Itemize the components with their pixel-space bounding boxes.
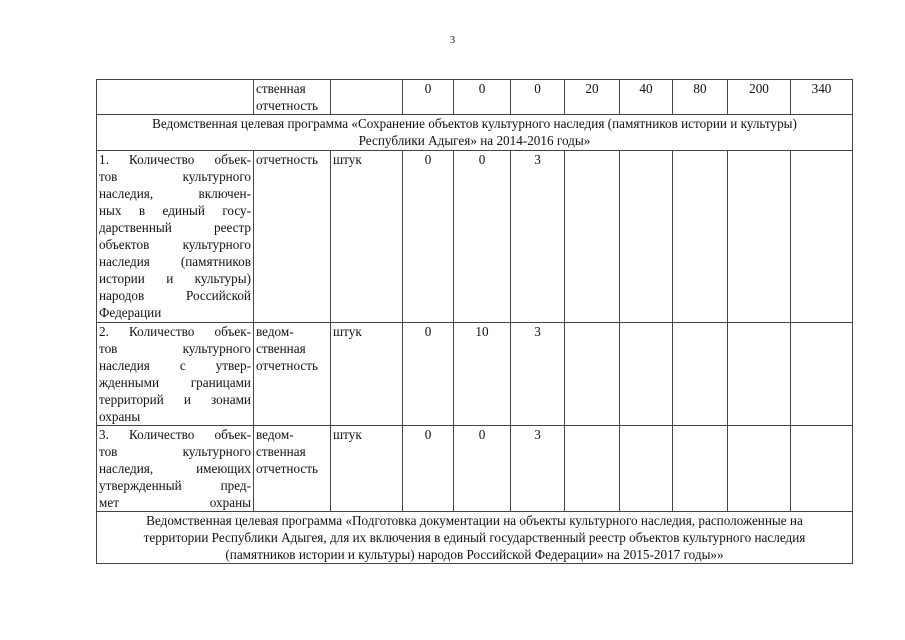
section-title-line: территории Республики Адыгея, для их включения в единый государственный реестр объектов культурного наследия [143,530,806,545]
table-row [97,151,853,323]
indicator-name-cell [97,151,254,323]
section-title-line: (памятников истории и культуры) народов Российской Федерации» на 2015-2017 годы»» [225,547,724,562]
source-line: ственная [256,444,306,459]
name-line: жденными границами [99,375,251,390]
name-line: объектов культурного [99,237,251,252]
name-line: 1. Количество объек- [99,152,251,167]
value-cell: 3 [511,151,565,323]
unit-cell: штук [331,323,403,426]
value-cell [565,426,620,512]
name-line: утвержденный пред- [99,478,251,493]
value-cell [728,323,791,426]
section-title [97,115,853,151]
value-cell [620,151,673,323]
value-cell: 0 [454,426,511,512]
value-cell: 0 [403,323,454,426]
value-cell: 0 [454,151,511,323]
table-row [97,80,853,115]
name-line: дарственный реестр [99,220,251,235]
value-cell [728,426,791,512]
name-line: тов культурного [99,341,251,356]
value-cell: 0 [403,151,454,323]
unit-cell: штук [331,426,403,512]
value-cell [673,323,728,426]
value-cell: 0 [454,80,511,115]
section-header-row [97,115,853,151]
source-cell [254,426,331,512]
indicators-table [96,79,853,564]
name-line: наследия, имеющих [99,461,251,476]
value-cell [791,151,853,323]
source-line: ведом- [256,324,294,339]
value-cell: 40 [620,80,673,115]
value-cell: 0 [511,80,565,115]
name-line: наследия с утвер- [99,358,251,373]
value-cell: 0 [403,426,454,512]
name-line: тов культурного [99,444,251,459]
value-cell [728,151,791,323]
name-line: тов культурного [99,169,251,184]
value-cell [673,426,728,512]
source-line: ственная [256,81,306,96]
section-title-line: Ведомственная целевая программа «Подготовка документации на объекты культурного наследия, расположенные на [146,513,803,528]
table-row [97,426,853,512]
section-title [97,512,853,564]
indicator-name-cell [97,323,254,426]
name-line: народов Российской [99,288,251,303]
section-title-line: Ведомственная целевая программа «Сохранение объектов культурного наследия (памятников истории и культуры) [152,116,797,131]
source-line: ственная [256,341,306,356]
table-row [97,323,853,426]
source-cell [254,151,331,323]
section-header-row [97,512,853,564]
value-cell: 20 [565,80,620,115]
value-cell: 200 [728,80,791,115]
value-cell: 0 [403,80,454,115]
value-cell: 3 [511,426,565,512]
name-line: 3. Количество объек- [99,427,251,442]
source-line: ведом- [256,427,294,442]
source-cell [254,80,331,115]
value-cell [791,323,853,426]
value-cell: 3 [511,323,565,426]
indicator-name-cell [97,426,254,512]
source-line: отчетность [256,461,319,476]
name-line: ных в единый госу- [99,203,251,218]
name-line: наследия (памятников [99,254,251,269]
source-line: отчетность [256,98,319,113]
name-line: охраны [99,409,141,424]
value-cell [565,151,620,323]
name-line: истории и культуры) [99,271,251,286]
name-line: мет охраны [99,495,251,510]
value-cell: 340 [791,80,853,115]
value-cell: 80 [673,80,728,115]
value-cell [673,151,728,323]
unit-cell: штук [331,151,403,323]
page-number: 3 [449,34,456,46]
section-title-line: Республики Адыгея» на 2014-2016 годы» [358,133,591,148]
value-cell [620,323,673,426]
source-line: отчетность [256,358,319,373]
source-cell [254,323,331,426]
name-line: территорий и зонами [99,392,251,407]
source-line: отчетность [256,152,319,167]
unit-cell [331,80,403,115]
name-cell [97,80,254,115]
value-cell: 10 [454,323,511,426]
name-line: Федерации [99,305,162,320]
name-line: наследия, включен- [99,186,251,201]
name-line: 2. Количество объек- [99,324,251,339]
value-cell [565,323,620,426]
value-cell [620,426,673,512]
value-cell [791,426,853,512]
